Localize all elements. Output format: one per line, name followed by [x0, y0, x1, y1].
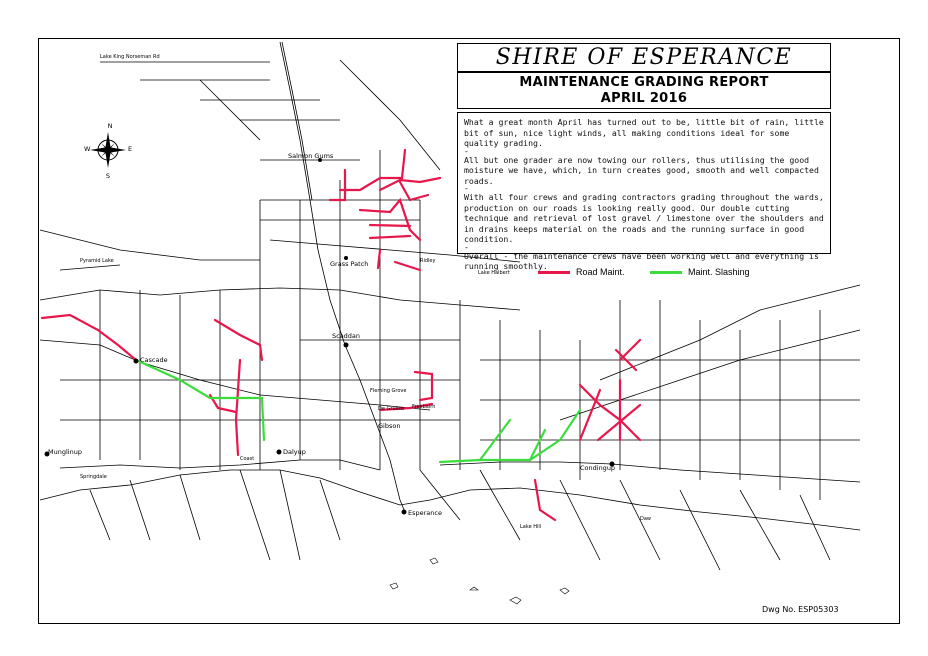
- map-subtitle: MAINTENANCE GRADING REPORT: [519, 74, 769, 90]
- report-text-box: What a great month April has turned out to be, little bit of rain, little bit of sun, nice light winds, all making conditions ideal for some quality grading. - All but one grader are now towing our rollers, thus utilising the good moisture we have, which, in turn creates good, smooth and well compacted roads. - With all four crews and grading contractors grading throughout the wards, production on our roads is looking really good. Our double cutting technique and retrieval of lost gravel / limestone over the shoulders and in drains keeps material on the roads and the running surface in good condition. - Overall - the maintenance crews have been working well and everything is running smoothly.: [457, 112, 831, 254]
- label-munglinup: Munglinup: [48, 448, 82, 456]
- label-coast: Coast: [240, 456, 255, 462]
- compass-n: N: [107, 122, 113, 130]
- label-scaddan: Scaddan: [332, 332, 361, 340]
- label-freebairn: Freebairn: [412, 404, 436, 410]
- label-gibson: Gibson: [378, 422, 401, 430]
- label-pyramid-lake: Pyramid Lake: [80, 258, 114, 264]
- label-springdale: Springdale: [80, 474, 107, 480]
- compass-rose-icon: [90, 132, 126, 168]
- report-paragraph-1: What a great month April has turned out to be, little bit of rain, little bit of sun, nice light winds, all making conditions ideal for some quality grading.: [464, 117, 824, 148]
- label-lake-halbert: Lake Halbert: [478, 270, 510, 276]
- legend-slashing-label: Maint. Slashing: [688, 267, 750, 277]
- label-lake-hill: Lake Hill: [520, 524, 542, 530]
- label-esperance: Esperance: [408, 509, 442, 517]
- map-title: SHIRE OF ESPERANCE: [495, 45, 793, 70]
- report-paragraph-3: With all four crews and grading contractors grading throughout the wards, production on our roads is looking really good. Our double cutting technique and retrieval of lost gravel / limestone over the shoulders and in drains keeps material on the roads and the running surface in good condition.: [464, 192, 824, 244]
- label-salmon-gums: Salmon Gums: [288, 152, 334, 160]
- label-grass-patch: Grass Patch: [330, 260, 369, 268]
- title-block: [457, 43, 831, 109]
- title-divider: [458, 71, 830, 73]
- drawing-number: Dwg No. ESP05303: [762, 605, 839, 614]
- compass-s: S: [105, 172, 111, 180]
- label-cascade: Cascade: [140, 356, 168, 364]
- legend-slashing-swatch: [650, 271, 682, 274]
- legend-road-maint-label: Road Maint.: [576, 267, 625, 277]
- report-paragraph-4: Overall - the maintenance crews have been working well and everything is running smoothly.: [464, 250, 819, 271]
- label-condingup: Condingup: [580, 464, 616, 472]
- label-ridley: Ridley: [420, 258, 436, 264]
- legend-road-maint-swatch: [538, 271, 570, 274]
- compass-w: W: [84, 145, 91, 153]
- label-de-grussa: De Grussa: [378, 406, 404, 412]
- islands: [390, 558, 569, 604]
- legend-slashing: [650, 266, 750, 278]
- label-dalyup: Dalyup: [283, 448, 306, 456]
- legend-road-maint: [538, 266, 625, 278]
- label-daw: Daw: [640, 516, 652, 522]
- label-fleming-grove: Fleming Grove: [370, 388, 407, 394]
- report-paragraph-2: All but one grader are now towing our rollers, thus utilising the good moisture we have, which, in turn creates good, smooth and well compacted roads.: [464, 154, 819, 186]
- report-date: APRIL 2016: [600, 90, 688, 106]
- label-lake-king: Lake King Norseman Rd: [100, 54, 160, 60]
- compass-e: E: [128, 145, 133, 153]
